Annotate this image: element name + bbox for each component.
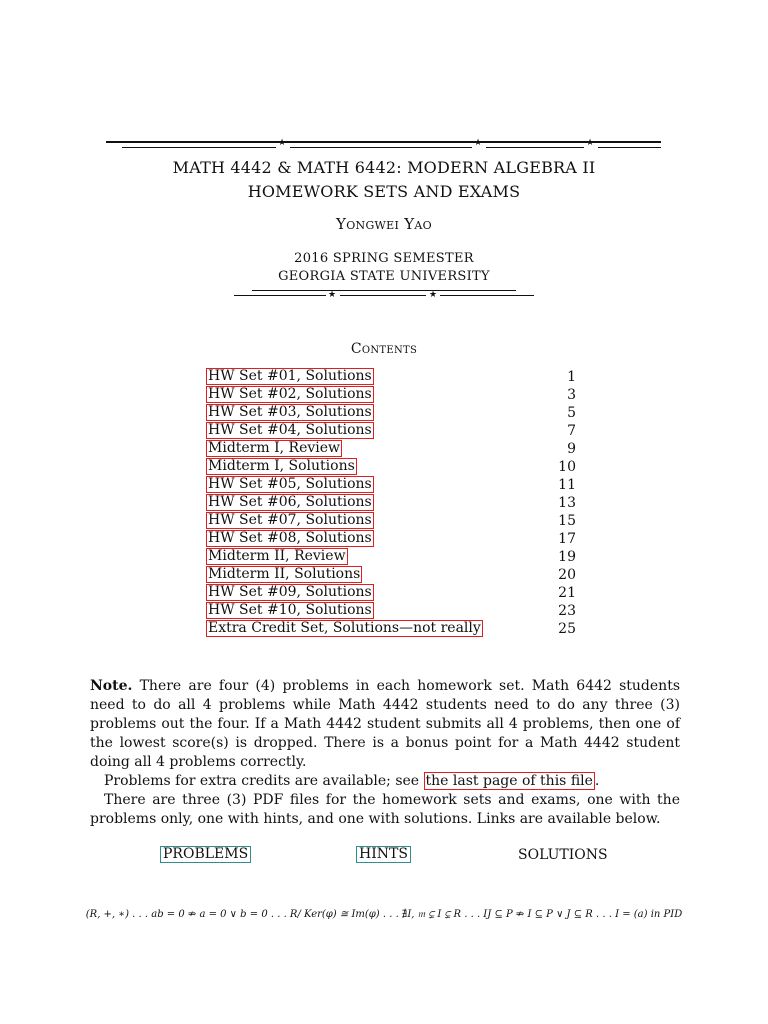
toc-page-number: 7 xyxy=(567,423,576,439)
last-page-link[interactable]: the last page of this file xyxy=(425,773,593,789)
toc-row xyxy=(206,476,578,494)
note-section xyxy=(90,677,680,829)
note-paragraph-3: There are three (3) PDF files for the homework sets and exams, one with the problems only, one with hints, and one with solutions. Links are available below. xyxy=(90,792,680,827)
toc-row xyxy=(206,584,578,602)
note-text: There are four (4) problems in each homework set. Math 6442 students need to do all 4 problems while Math 4442 students need to do any three (3) problems out the four. If a Math 4442 student submits all 4 problems, then one of the lowest score(s) is dropped. There is a bonus point for a Math 4442 student doing all 4 problems correctly. xyxy=(90,678,681,770)
contents-heading: Contents xyxy=(350,341,418,357)
solutions-label: SOLUTIONS xyxy=(518,847,608,863)
note-paragraph-2 xyxy=(90,772,680,791)
star-icon: ★ xyxy=(586,138,595,148)
toc-row xyxy=(206,566,578,584)
toc-row xyxy=(206,422,578,440)
toc-link-hw08[interactable]: HW Set #08, Solutions xyxy=(208,530,372,546)
star-icon: ★ xyxy=(278,138,287,148)
toc-page-number: 25 xyxy=(558,621,576,637)
problems-link[interactable]: PROBLEMS xyxy=(160,846,251,863)
toc-page-number: 17 xyxy=(558,531,576,547)
note-paragraph-1 xyxy=(90,677,680,772)
toc-link-midterm2-review[interactable]: Midterm II, Review xyxy=(208,548,346,564)
star-icon: ★ xyxy=(429,290,438,300)
toc-row xyxy=(206,548,578,566)
toc-row xyxy=(206,386,578,404)
toc-link-extra-credit[interactable]: Extra Credit Set, Solutions—not really xyxy=(208,620,481,636)
toc-row xyxy=(206,530,578,548)
footer-formula: (R, +, ∗) . . . ab = 0 ⇏ a = 0 ∨ b = 0 . . . R/ Ker(φ) ≅ Im(φ) . . . ∄I, 𝔪 ⊊ I ⊊ R . . . IJ ⊆ P ⇏ I ⊆ P ∨ J ⊆ R . . . I = (a) in PID xyxy=(85,909,683,920)
toc-link-hw10[interactable]: HW Set #10, Solutions xyxy=(208,602,372,618)
toc-page-number: 1 xyxy=(567,369,576,385)
table-of-contents xyxy=(206,368,578,638)
title-line-2: HOMEWORK SETS AND EXAMS xyxy=(247,182,521,201)
toc-page-number: 3 xyxy=(567,387,576,403)
toc-row xyxy=(206,602,578,620)
toc-link-hw07[interactable]: HW Set #07, Solutions xyxy=(208,512,372,528)
title-line-1: MATH 4442 & MATH 6442: MODERN ALGEBRA II xyxy=(172,158,596,177)
university-text: GEORGIA STATE UNIVERSITY xyxy=(278,269,490,284)
toc-link-hw09[interactable]: HW Set #09, Solutions xyxy=(208,584,372,600)
toc-link-midterm1-review[interactable]: Midterm I, Review xyxy=(208,440,341,456)
toc-page-number: 23 xyxy=(558,603,576,619)
note-label: Note. xyxy=(90,678,133,694)
toc-link-midterm1-solutions[interactable]: Midterm I, Solutions xyxy=(208,458,355,474)
top-ornament-rule xyxy=(106,138,661,158)
star-icon: ★ xyxy=(328,290,337,300)
file-links xyxy=(0,846,768,866)
toc-link-hw03[interactable]: HW Set #03, Solutions xyxy=(208,404,372,420)
semester-text: 2016 SPRING SEMESTER xyxy=(294,251,474,266)
toc-row xyxy=(206,458,578,476)
toc-link-midterm2-solutions[interactable]: Midterm II, Solutions xyxy=(208,566,361,582)
toc-link-hw04[interactable]: HW Set #04, Solutions xyxy=(208,422,372,438)
star-icon: ★ xyxy=(474,138,483,148)
toc-row xyxy=(206,494,578,512)
toc-row xyxy=(206,368,578,386)
toc-link-hw01[interactable]: HW Set #01, Solutions xyxy=(208,368,372,384)
toc-row xyxy=(206,404,578,422)
document-title xyxy=(0,156,768,204)
toc-page-number: 5 xyxy=(567,405,576,421)
bottom-ornament-rule xyxy=(234,289,534,303)
toc-page-number: 20 xyxy=(558,567,576,583)
toc-page-number: 19 xyxy=(558,549,576,565)
toc-link-hw06[interactable]: HW Set #06, Solutions xyxy=(208,494,372,510)
toc-page-number: 21 xyxy=(558,585,576,601)
author-name: Yongwei Yao xyxy=(336,215,432,233)
toc-page-number: 13 xyxy=(558,495,576,511)
toc-page-number: 15 xyxy=(558,513,576,529)
toc-page-number: 9 xyxy=(567,441,576,457)
hints-link[interactable]: HINTS xyxy=(356,846,411,863)
semester-block xyxy=(0,250,768,286)
toc-link-hw05[interactable]: HW Set #05, Solutions xyxy=(208,476,372,492)
toc-page-number: 11 xyxy=(558,477,576,493)
toc-page-number: 10 xyxy=(558,459,576,475)
toc-row xyxy=(206,512,578,530)
toc-link-hw02[interactable]: HW Set #02, Solutions xyxy=(208,386,372,402)
note-text: Problems for extra credits are available; see xyxy=(104,773,424,789)
toc-row xyxy=(206,440,578,458)
toc-row xyxy=(206,620,578,638)
note-text: . xyxy=(594,773,600,789)
